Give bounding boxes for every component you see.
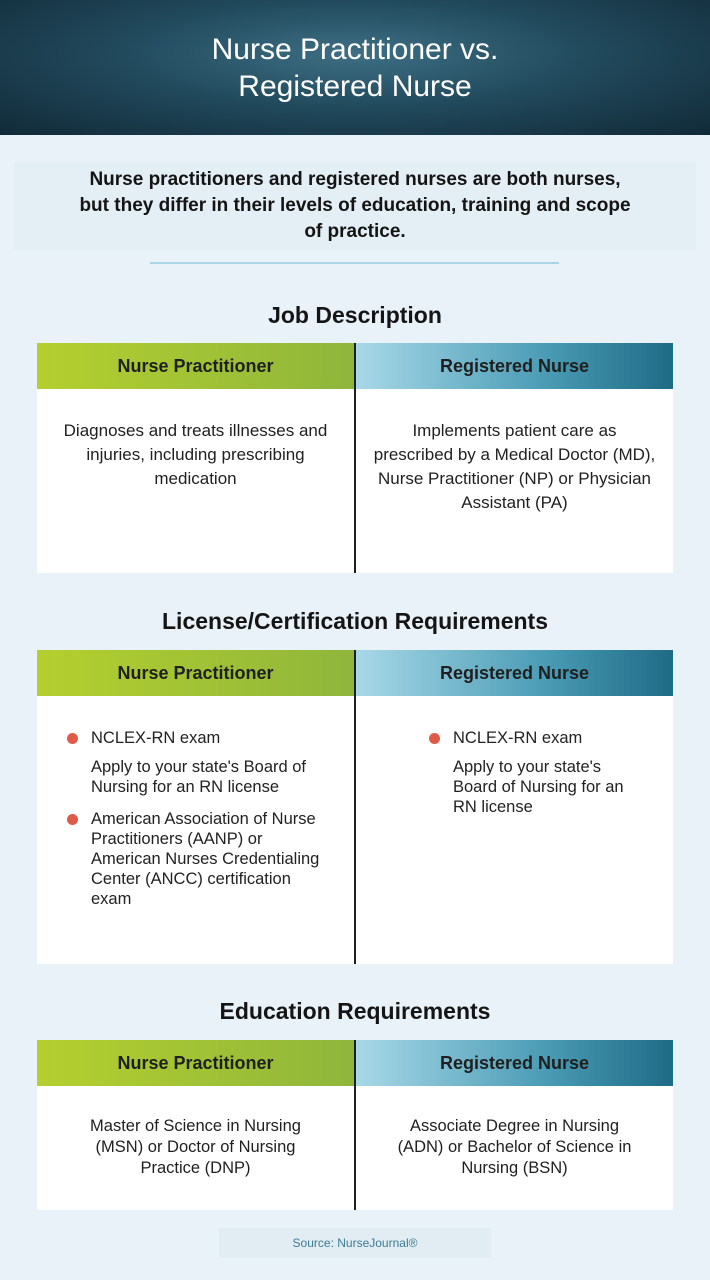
cell-rn-job — [356, 389, 673, 573]
bullet-dot-icon — [429, 733, 440, 744]
cell-np-job — [37, 389, 356, 573]
np-job-text: Diagnoses and treats illnesses and injuries, including prescribing medication — [63, 421, 328, 488]
column-header-nurse-practitioner: Nurse Practitioner — [37, 1040, 356, 1086]
section-title-education: Education Requirements — [219, 998, 491, 1024]
section-title-job-description: Job Description — [268, 302, 442, 328]
column-header-registered-nurse: Registered Nurse — [356, 650, 673, 696]
np-license-list — [67, 728, 327, 964]
license-table — [37, 650, 673, 964]
column-header-nurse-practitioner: Nurse Practitioner — [37, 650, 356, 696]
education-table — [37, 1040, 673, 1210]
table-header — [37, 343, 673, 389]
list-item — [67, 809, 327, 909]
list-item-subtext: Apply to your state's Board of Nursing for an RN license — [453, 758, 624, 816]
np-education-text: Master of Science in Nursing (MSN) or Doctor of Nursing Practice (DNP) — [90, 1117, 301, 1177]
table-header — [37, 1040, 673, 1086]
cell-rn-education — [356, 1086, 673, 1210]
list-item-text: American Association of Nurse Practitioners (AANP) or American Nurses Credentialing Center (ANCC) certification exam — [91, 810, 320, 908]
list-item — [429, 728, 629, 748]
cell-np-education — [37, 1086, 356, 1210]
cell-np-license — [37, 696, 356, 964]
job-description-table — [37, 343, 673, 573]
bullet-dot-icon — [67, 733, 78, 744]
source-credit: Source: NurseJournal® — [219, 1228, 491, 1258]
page-title: Nurse Practitioner vs. Registered Nurse — [211, 32, 499, 103]
column-header-nurse-practitioner: Nurse Practitioner — [37, 343, 356, 389]
table-body — [37, 696, 673, 964]
bullet-dot-icon — [67, 814, 78, 825]
divider — [150, 262, 559, 264]
column-header-registered-nurse: Registered Nurse — [356, 1040, 673, 1086]
section-title-license: License/Certification Requirements — [162, 608, 548, 634]
list-item-subtext: Apply to your state's Board of Nursing for an RN license — [91, 758, 307, 796]
list-item — [67, 728, 327, 748]
intro-box — [14, 162, 696, 250]
rn-education-text: Associate Degree in Nursing (ADN) or Bachelor of Science in Nursing (BSN) — [397, 1117, 632, 1177]
header-banner — [0, 0, 710, 135]
column-header-registered-nurse: Registered Nurse — [356, 343, 673, 389]
rn-license-list — [429, 728, 629, 964]
list-item-text: NCLEX-RN exam — [453, 729, 583, 747]
table-body — [37, 389, 673, 573]
rn-job-text: Implements patient care as prescribed by a Medical Doctor (MD), Nurse Practitioner (NP) or Physician Assistant (PA) — [373, 421, 656, 512]
table-header — [37, 650, 673, 696]
cell-rn-license — [356, 696, 673, 964]
intro-text: Nurse practitioners and registered nurses are both nurses, but they differ in their levels of education, training and scope of practice. — [79, 169, 631, 242]
table-body — [37, 1086, 673, 1210]
list-item-text: NCLEX-RN exam — [91, 729, 221, 747]
